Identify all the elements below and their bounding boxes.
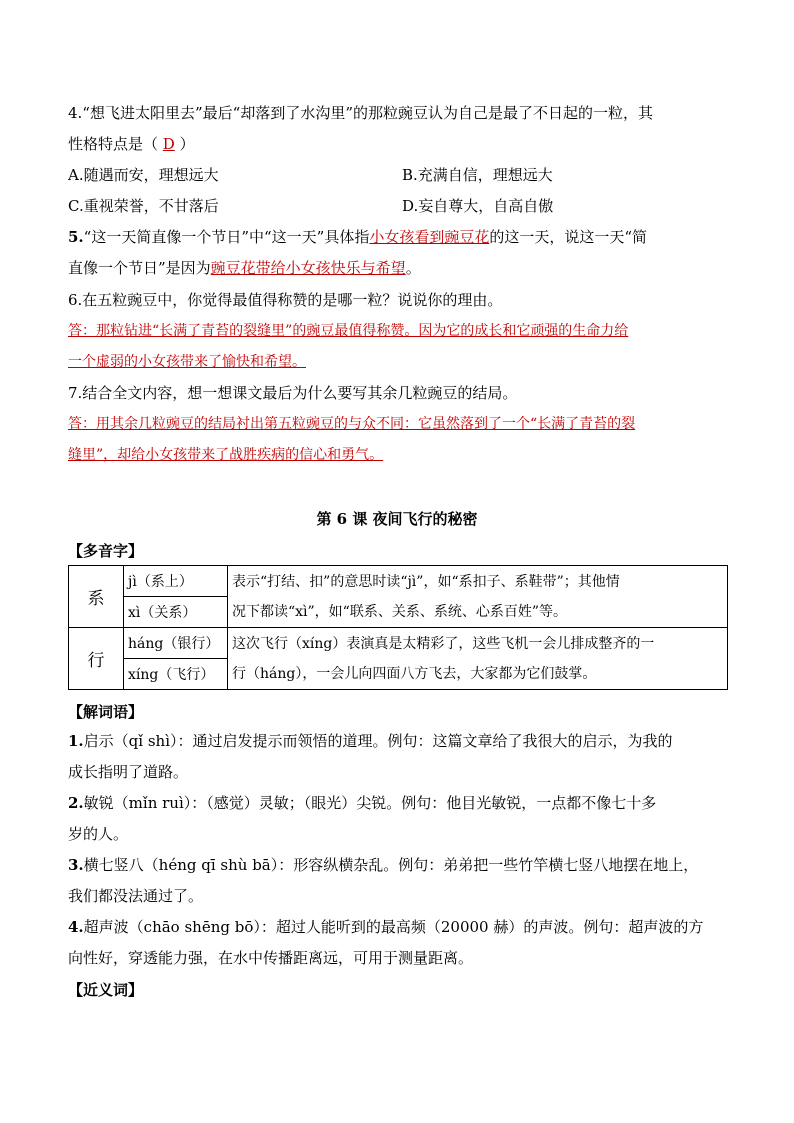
vocab-item-3-cont: 我们都没法通过了。 xyxy=(68,887,204,905)
vocab-item-1-cont: 成长指明了道路。 xyxy=(68,763,189,781)
polyphone-reading: jì（系上） xyxy=(124,566,228,597)
question-4-line2 xyxy=(68,134,732,154)
question-5 xyxy=(68,227,732,247)
vocab-definition: ：超过人能听到的最高频（20000 赫）的声波。例句：超声波的方 xyxy=(260,918,704,936)
option-c: C.重视荣誉，不甘落后 xyxy=(68,197,219,215)
question-5-line2 xyxy=(68,258,732,278)
vocab-number: 4. xyxy=(68,918,84,936)
question-7-answer: 答：用其余几粒豌豆的结局衬出第五粒豌豆的与众不同：它虽然落到了一个“长满了青苔的裂 xyxy=(68,416,636,432)
polyphone-reading: xíng（飞行） xyxy=(124,659,228,690)
question-6: 6.在五粒豌豆中，你觉得最值得称赞的是哪一粒？说说你的理由。 xyxy=(68,291,503,309)
lesson-title: 第 6 课 夜间飞行的秘密 xyxy=(316,510,478,528)
vocab-definition: ：形容纵横杂乱。例句：弟弟把一些竹竿横七竖八地摆在地上， xyxy=(278,856,699,874)
vocab-number: 1. xyxy=(68,732,84,750)
vocab-term: 敏锐（mǐn ruì） xyxy=(83,794,192,812)
vocab-term: 超声波（chāo shēng bō） xyxy=(83,918,261,936)
vocab-item-1 xyxy=(68,731,732,751)
option-b: B.充满自信，理想远大 xyxy=(402,166,553,184)
vocab-item-4 xyxy=(68,917,732,937)
question-7-answer-2: 缝里”，却给小女孩带来了战胜疾病的信心和勇气。 xyxy=(68,447,384,463)
polyphone-explanation xyxy=(228,566,728,628)
vocab-term: 启示（qǐ shì） xyxy=(83,732,178,750)
question-5-text-3: 直像一个节日”是因为 xyxy=(68,259,211,277)
table-row xyxy=(69,628,728,659)
question-6-answer: 答：那粒钻进“长满了青苔的裂缝里”的豌豆最值得称赞。因为它的成长和它顽强的生命力给 xyxy=(68,323,629,339)
question-4: 4.“想飞进太阳里去”最后“却落到了水沟里”的那粒豌豆认为自己是最了不日起的一粒，其 xyxy=(68,104,653,122)
polyphone-table xyxy=(68,565,728,690)
question-4-prompt: 性格特点是（ xyxy=(68,135,163,153)
vocab-number: 2. xyxy=(68,794,84,812)
explanation-line: 行（háng），一会儿向四面八方飞去，大家都为它们鼓掌。 xyxy=(232,665,597,682)
polyphone-char: 行 xyxy=(69,628,124,690)
polyphone-char: 系 xyxy=(69,566,124,628)
vocab-number: 3. xyxy=(68,856,84,874)
polyphone-reading: háng（银行） xyxy=(124,628,228,659)
table-row xyxy=(69,566,728,597)
question-5-answer-2: 豌豆花带给小女孩快乐与希望 xyxy=(210,259,406,277)
question-5-number: 5. xyxy=(68,228,84,246)
option-a: A.随遇而安，理想远大 xyxy=(68,166,219,184)
question-5-end: 。 xyxy=(405,259,421,277)
explanation-line: 况下都读“xì”，如“联系、关系、系统、心系百姓”等。 xyxy=(232,603,568,620)
question-5-answer-1: 小女孩看到豌豆花 xyxy=(369,228,490,246)
vocab-item-2 xyxy=(68,793,732,813)
vocab-item-3 xyxy=(68,855,732,875)
question-4-answer: D xyxy=(162,135,175,153)
vocab-term: 横七竖八（héng qī shù bā） xyxy=(83,856,279,874)
explanation-line: 表示“打结、扣”的意思时读“jì”，如“系扣子、系鞋带”；其他情 xyxy=(232,573,620,590)
question-5-text: “这一天简直像一个节日”中“这一天”具体指 xyxy=(83,228,370,246)
question-4-close: ） xyxy=(174,135,195,153)
explanation-line: 这次飞行（xíng）表演真是太精彩了，这些飞机一会儿排成整齐的一 xyxy=(232,635,655,652)
option-d: D.妄自尊大，自高自傲 xyxy=(402,197,554,215)
polyphone-reading: xì（关系） xyxy=(124,597,228,628)
synonym-heading: 【近义词】 xyxy=(68,981,144,999)
vocab-definition: ：通过启发提示而领悟的道理。例句：这篇文章给了我很大的启示，为我的 xyxy=(177,732,673,750)
vocab-definition: ：（感觉）灵敏；（眼光）尖锐。例句：他目光敏锐，一点都不像七十多 xyxy=(191,794,657,812)
polyphone-heading: 【多音字】 xyxy=(68,542,144,560)
vocab-item-2-cont: 岁的人。 xyxy=(68,825,129,843)
question-5-text-2: 的这一天，说这一天“简 xyxy=(489,228,648,246)
question-7: 7.结合全文内容，想一想课文最后为什么要写其余几粒豌豆的结局。 xyxy=(68,384,518,402)
vocab-heading: 【解词语】 xyxy=(68,703,144,721)
vocab-item-4-cont: 向性好，穿透能力强，在水中传播距离远，可用于测量距离。 xyxy=(68,949,474,967)
question-6-answer-2: 一个虚弱的小女孩带来了愉快和希望。 xyxy=(68,354,306,370)
polyphone-explanation xyxy=(228,628,728,690)
